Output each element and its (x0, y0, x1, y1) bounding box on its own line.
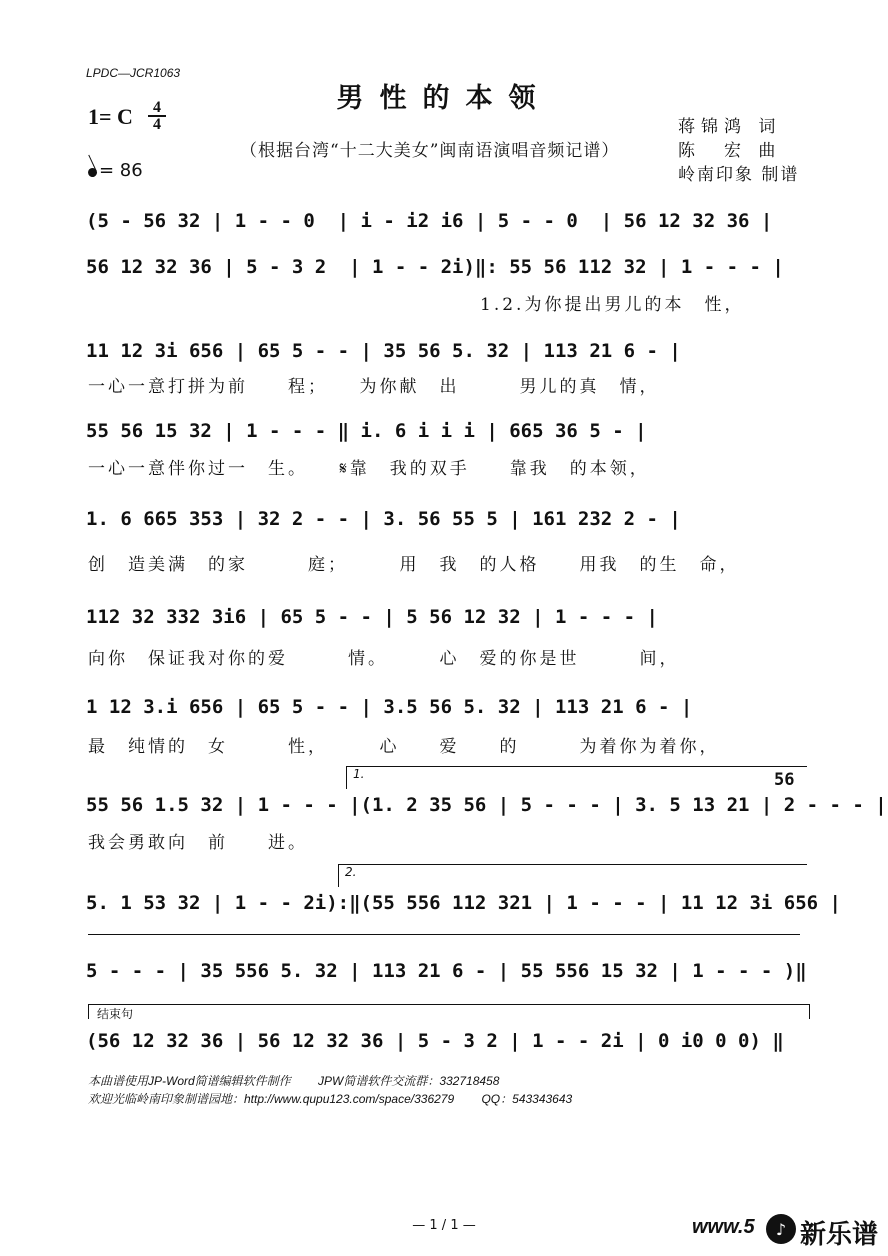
notation: 112 32 332 3i6 | 65 5 - - | 5 56 12 32 | 1 - - - | (86, 606, 658, 628)
score-line-3 (86, 334, 806, 368)
score-line-8 (86, 788, 887, 822)
score-line-5 (86, 502, 806, 536)
footer-line-2: 欢迎光临岭南印象制谱园地：http://www.qupu123.com/space/336279 QQ：543343643 (88, 1092, 573, 1106)
lyricist-credit: 蒋锦鸿 词 (678, 117, 782, 137)
pickup-notes: 56 (774, 770, 795, 790)
meter-top: 4 (148, 100, 166, 117)
lyric-line-3: 一心一意打拼为前 程； 为你献 出 男儿的真 情， (88, 377, 660, 397)
notation: 1. 6 665 353 | 32 2 - - | 3. 56 55 5 | 161 232 2 - | (86, 508, 681, 530)
notation: 1 12 3.i 656 | 65 5 - - | 3.5 56 5. 32 | 113 21 6 - | (86, 696, 693, 718)
subtitle: （根据台湾“十二大美女”闽南语演唱音频记谱） (240, 141, 620, 161)
page-number: — 1 / 1 — (412, 1218, 476, 1233)
ending-label: 结束句 (97, 1007, 134, 1021)
score-line-6 (86, 600, 806, 634)
notation: 5. 1 53 32 | 1 - - 2i):‖(55 556 112 321 | 1 - - - | 11 12 3i 656 | (86, 892, 841, 914)
notation: 5 - - - | 35 556 5. 32 | 113 21 6 - | 55 556 15 32 | 1 - - - )‖ (86, 960, 807, 982)
quarter-note-icon (87, 167, 99, 179)
brand-name: 新乐谱 (800, 1220, 879, 1250)
lyric-line-8: 我会勇敢向 前 进。 (88, 833, 308, 853)
score-line-7 (86, 690, 806, 724)
score-line-2 (86, 250, 806, 284)
score-line-11 (86, 1024, 806, 1058)
tempo-marking (88, 160, 143, 181)
score-line-4 (86, 414, 806, 448)
score-code: LPDC—JCR1063 (86, 66, 181, 80)
arranger-credit: 岭南印象 制谱 (678, 165, 800, 185)
notation: (5 - 56 32 | 1 - - 0 | i - i2 i6 | 5 - - 0 | 56 12 32 36 | (86, 210, 773, 232)
second-ending-bracket (338, 864, 807, 887)
notation: 55 56 1.5 32 | 1 - - - |(1. 2 35 56 | 5 - - - | 3. 5 13 21 | 2 - - - | (86, 794, 887, 816)
composer-credit: 陈 宏 曲 (678, 141, 782, 161)
meter-bottom: 4 (153, 116, 161, 133)
bracket-line (88, 934, 800, 935)
key-signature: 1= C (88, 104, 133, 129)
notation: 56 12 32 36 | 5 - 3 2 | 1 - - 2i)‖: 55 56 112 32 | 1 - - - | (86, 256, 784, 278)
score-line-10 (86, 954, 806, 988)
notation: 55 56 15 32 | 1 - - - ‖ i. 6 i i i | 665 36 5 - | (86, 420, 647, 442)
time-signature (148, 100, 166, 132)
notation: (56 12 32 36 | 56 12 32 36 | 5 - 3 2 | 1 - - 2i | 0 i0 0 0) ‖ (86, 1030, 784, 1052)
lyric-line-5: 创 造美满 的家 庭； 用 我 的人格 用我 的生 命， (88, 555, 740, 575)
music-note-icon: ♪ (766, 1214, 796, 1244)
song-title: 男性的本领 (336, 83, 552, 114)
first-ending-bracket (346, 766, 807, 789)
volta-label: 2. (345, 865, 357, 879)
lyric-line-7: 最 纯情的 女 性， 心 爱 的 为着你为着你， (88, 737, 720, 757)
ending-bracket (88, 1004, 810, 1019)
lyric-line-6: 向你 保证我对你的爱 情。 心 爱的你是世 间， (88, 649, 680, 669)
lyric-line-4: 一心一意伴你过一 生。 𝄋靠 我的双手 靠我 的本领， (88, 459, 650, 479)
score-line-1 (86, 204, 806, 238)
score-line-9 (86, 886, 841, 920)
notation: 11 12 3i 656 | 65 5 - - | 35 56 5. 32 | 113 21 6 - | (86, 340, 681, 362)
volta-label: 1. (353, 767, 365, 781)
tempo-value: = 86 (99, 160, 143, 181)
lyric-line-2: 1.2.为你提出男儿的本 性， (480, 295, 745, 315)
site-url: www.5 (692, 1216, 755, 1238)
footer-line-1: 本曲谱使用JP-Word简谱编辑软件制作 JPW简谱软件交流群：332718458 (88, 1074, 500, 1088)
